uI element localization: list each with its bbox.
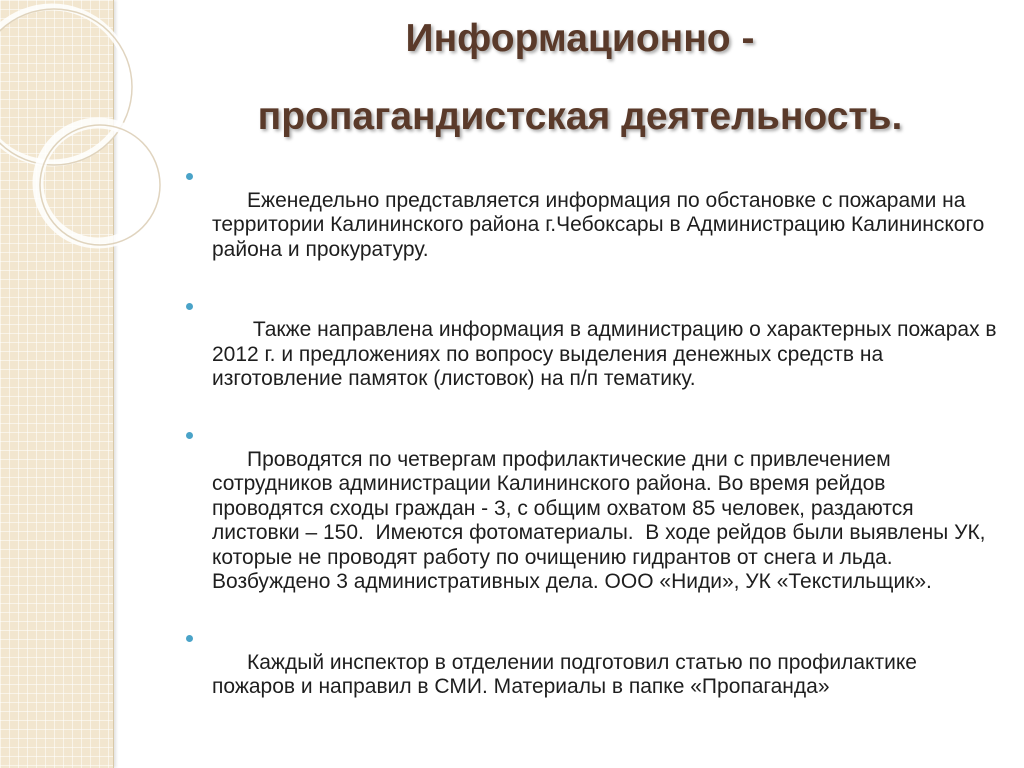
bullet-dot-icon: [186, 635, 193, 642]
bullet-list: [186, 164, 1001, 731]
title-line-1: Информационно -: [405, 17, 755, 60]
bullet-item: [186, 294, 1001, 417]
bullet-text: Еженедельно представляется информация по обстановке с пожарами на территории Калининского района г.Чебоксары в Администрацию Калининского района и прокуратуру.: [212, 188, 991, 261]
bullet-dot-icon: [186, 303, 193, 310]
bullet-dot-icon: [186, 173, 193, 180]
bullet-text: Каждый инспектор в отделении подготовил статью по профилактике пожаров и направил в СМИ. Материалы в папке «Пропаганда»: [212, 650, 923, 698]
bullet-item: [186, 423, 1001, 619]
bullet-text: Также направлена информация в администрацию о характерных пожарах в 2012 г. и предложениях по вопросу выделения денежных средств на изготовление памяток (листовок) на п/п тематику.: [212, 318, 1003, 390]
bullet-item: [186, 626, 1001, 724]
bullet-dot-icon: [186, 432, 193, 439]
title-line-2: пропагандистская деятельность.: [257, 95, 903, 138]
bullet-text: Проводятся по четвергам профилактические дни с привлечением сотрудников администрации Калининского района. Во время рейдов проводятся сходы граждан - 3, с общим охватом 85 человек, раздаются листовки – 150. Имеются фотоматериалы. В ходе рейдов были выявлены УК, которые не проводят работу по очищению гидрантов от снега и льда. Возбуждено 3 административных дела. ООО «Ниди», УК «Текстильщик».: [212, 447, 992, 593]
slide-title: [150, 0, 1010, 156]
bullet-item: [186, 164, 1001, 287]
